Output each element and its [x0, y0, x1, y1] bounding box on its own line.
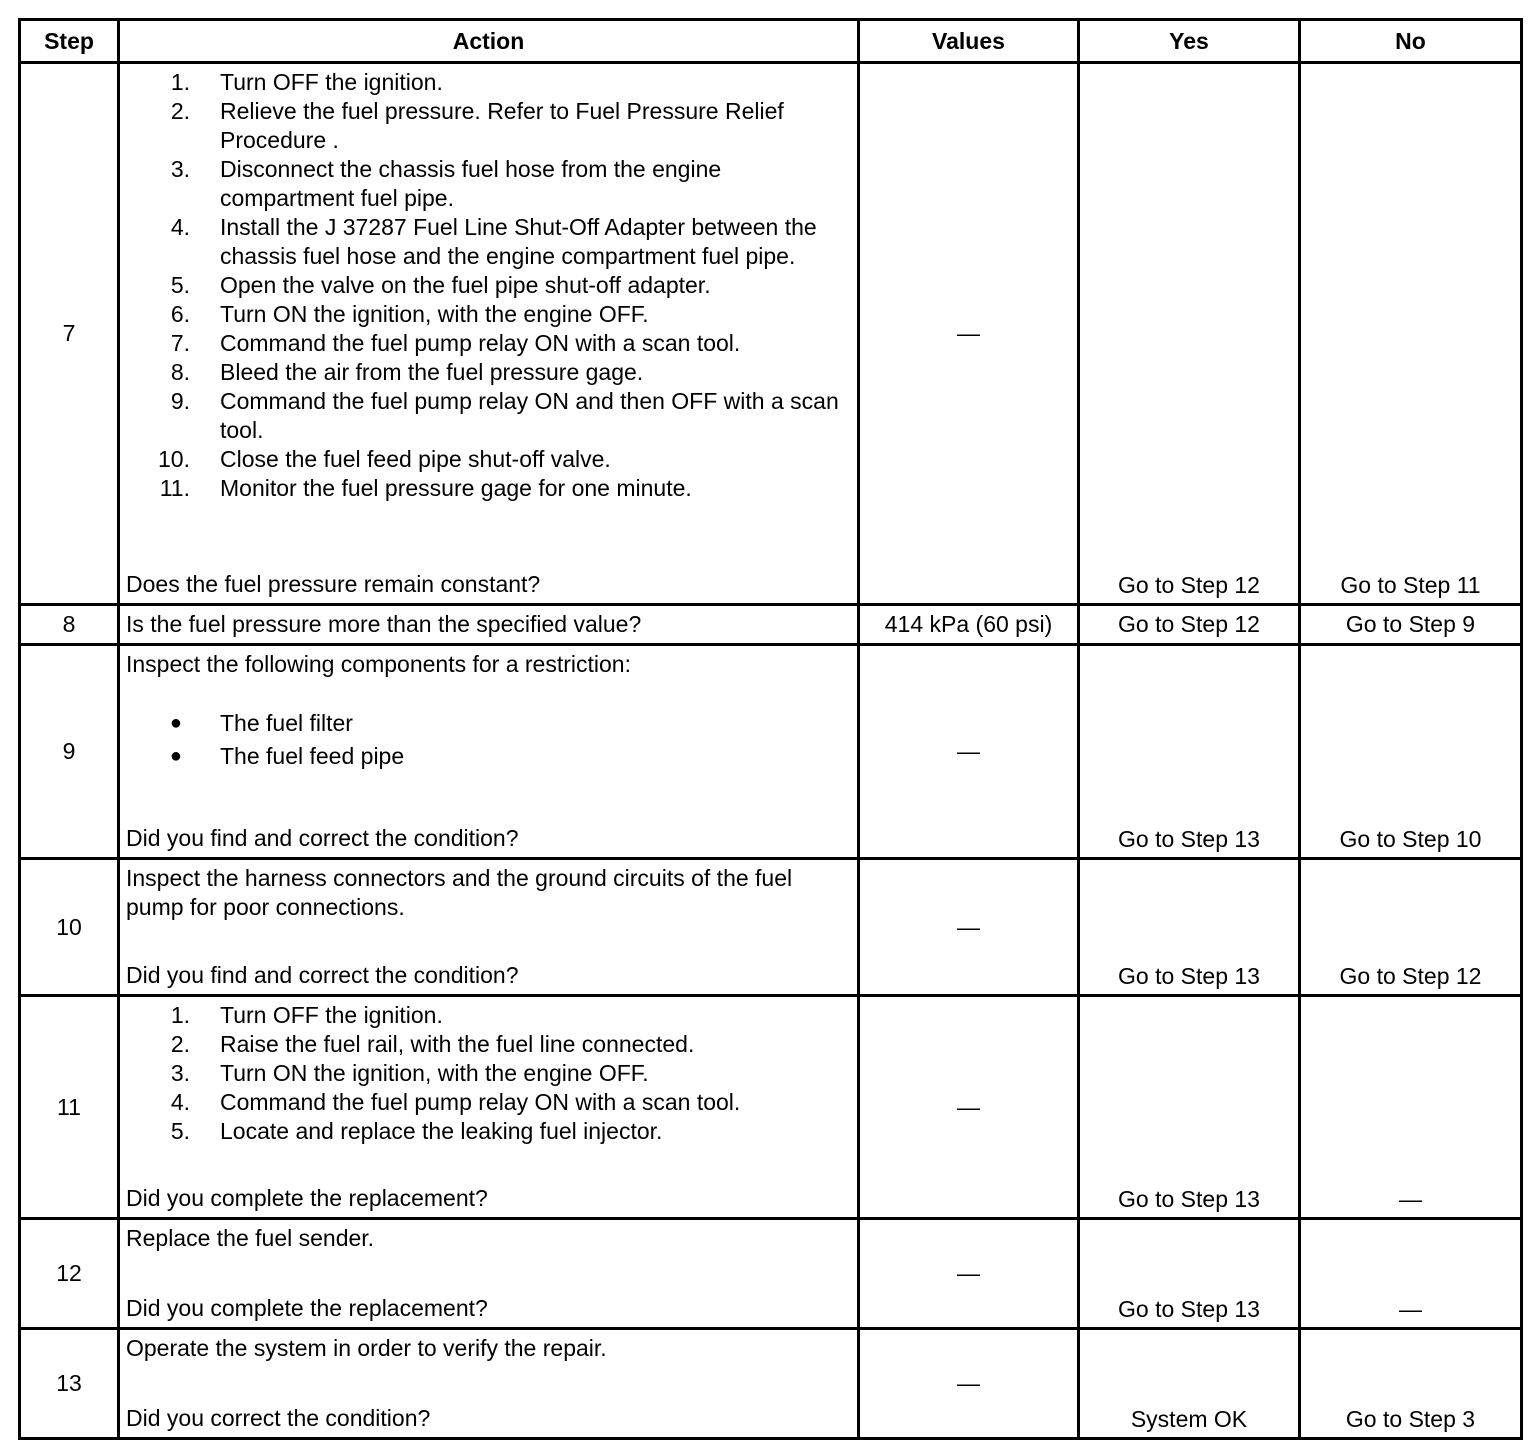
- value-cell: —: [859, 63, 1079, 605]
- no-cell: Go to Step 3: [1300, 1329, 1522, 1439]
- header-action: Action: [119, 20, 859, 63]
- question-text: Did you complete the replacement?: [126, 1295, 488, 1321]
- question-text: Did you correct the condition?: [126, 1405, 431, 1431]
- value-cell: —: [859, 996, 1079, 1219]
- action-cell: [119, 645, 859, 859]
- list-item: 6. Turn ON the ignition, with the engine OFF.: [170, 301, 649, 327]
- action-cell: [119, 605, 859, 645]
- question-text: Did you complete the replacement?: [126, 1185, 488, 1211]
- table-row: [20, 1219, 1522, 1329]
- yes-cell: Go to Step 13: [1079, 1219, 1300, 1329]
- list-item: 10. Close the fuel feed pipe shut-off valve.: [158, 446, 611, 472]
- list-item: 7. Command the fuel pump relay ON with a scan tool.: [170, 330, 741, 356]
- yes-cell: System OK: [1079, 1329, 1300, 1439]
- step-number: 11: [20, 996, 119, 1219]
- action-cell: [119, 996, 859, 1219]
- question-text: Did you find and correct the condition?: [126, 825, 519, 851]
- value-cell: —: [859, 1219, 1079, 1329]
- list-item: 2. Raise the fuel rail, with the fuel line connected.: [170, 1031, 695, 1057]
- list-item: 5. Locate and replace the leaking fuel injector.: [170, 1118, 663, 1144]
- action-cell: [119, 859, 859, 996]
- instruction-text: Replace the fuel sender.: [126, 1225, 375, 1251]
- instruction-text: Inspect the following components for a restriction:: [126, 651, 631, 677]
- list-item: 4. Command the fuel pump relay ON with a scan tool.: [170, 1089, 741, 1115]
- table-row: [20, 859, 1522, 996]
- value-cell: 414 kPa (60 psi): [859, 605, 1079, 645]
- list-item: ● The fuel feed pipe: [169, 743, 405, 769]
- instruction-text: Inspect the harness connectors and the ground circuits of the fuel pump for poor connections.: [126, 865, 793, 920]
- step-number: 13: [20, 1329, 119, 1439]
- question-text: Did you find and correct the condition?: [126, 962, 519, 988]
- yes-cell: Go to Step 12: [1079, 605, 1300, 645]
- list-item: 3. Disconnect the chassis fuel hose from the engine compartment fuel pipe.: [170, 156, 722, 211]
- header-no: No: [1300, 20, 1522, 63]
- list-item: 2. Relieve the fuel pressure. Refer to Fuel Pressure Relief Procedure .: [170, 98, 784, 153]
- list-item: 3. Turn ON the ignition, with the engine OFF.: [170, 1060, 649, 1086]
- list-item: 4. Install the J 37287 Fuel Line Shut-Off Adapter between the chassis fuel hose and the engine compartment fuel pipe.: [170, 214, 817, 269]
- yes-cell: Go to Step 13: [1079, 645, 1300, 859]
- instruction-text: Operate the system in order to verify the repair.: [126, 1335, 607, 1361]
- list-item: 1. Turn OFF the ignition.: [170, 69, 443, 95]
- header-row: [20, 20, 1522, 63]
- table-row: [20, 645, 1522, 859]
- no-cell: Go to Step 11: [1300, 63, 1522, 605]
- header-values: Values: [859, 20, 1079, 63]
- question-text: Does the fuel pressure remain constant?: [126, 571, 541, 597]
- header-yes: Yes: [1079, 20, 1300, 63]
- table-row: [20, 1329, 1522, 1439]
- value-cell: —: [859, 859, 1079, 996]
- no-cell: Go to Step 12: [1300, 859, 1522, 996]
- numbered-list: [120, 1001, 851, 1146]
- step-number: 10: [20, 859, 119, 996]
- table-row: [20, 996, 1522, 1219]
- value-cell: —: [859, 1329, 1079, 1439]
- step-number: 12: [20, 1219, 119, 1329]
- header-step: Step: [20, 20, 119, 63]
- step-number: 7: [20, 63, 119, 605]
- yes-cell: Go to Step 13: [1079, 996, 1300, 1219]
- bullet-list: [120, 707, 851, 773]
- yes-cell: Go to Step 13: [1079, 859, 1300, 996]
- no-cell: —: [1300, 996, 1522, 1219]
- list-item: ● The fuel filter: [169, 710, 353, 736]
- diagnostic-table: [18, 18, 1523, 1440]
- list-item: 8. Bleed the air from the fuel pressure gage.: [170, 359, 644, 385]
- question-text: Is the fuel pressure more than the specified value?: [126, 611, 642, 637]
- action-cell: [119, 63, 859, 605]
- numbered-list: [120, 68, 851, 503]
- list-item: 1. Turn OFF the ignition.: [170, 1002, 443, 1028]
- list-item: 5. Open the valve on the fuel pipe shut-off adapter.: [170, 272, 711, 298]
- yes-cell: Go to Step 12: [1079, 63, 1300, 605]
- step-number: 9: [20, 645, 119, 859]
- list-item: 11. Monitor the fuel pressure gage for one minute.: [159, 475, 692, 501]
- no-cell: Go to Step 10: [1300, 645, 1522, 859]
- no-cell: Go to Step 9: [1300, 605, 1522, 645]
- action-cell: [119, 1219, 859, 1329]
- table-row: [20, 63, 1522, 605]
- step-number: 8: [20, 605, 119, 645]
- list-item: 9. Command the fuel pump relay ON and then OFF with a scan tool.: [170, 388, 839, 443]
- no-cell: —: [1300, 1219, 1522, 1329]
- action-cell: [119, 1329, 859, 1439]
- table-row: [20, 605, 1522, 645]
- value-cell: —: [859, 645, 1079, 859]
